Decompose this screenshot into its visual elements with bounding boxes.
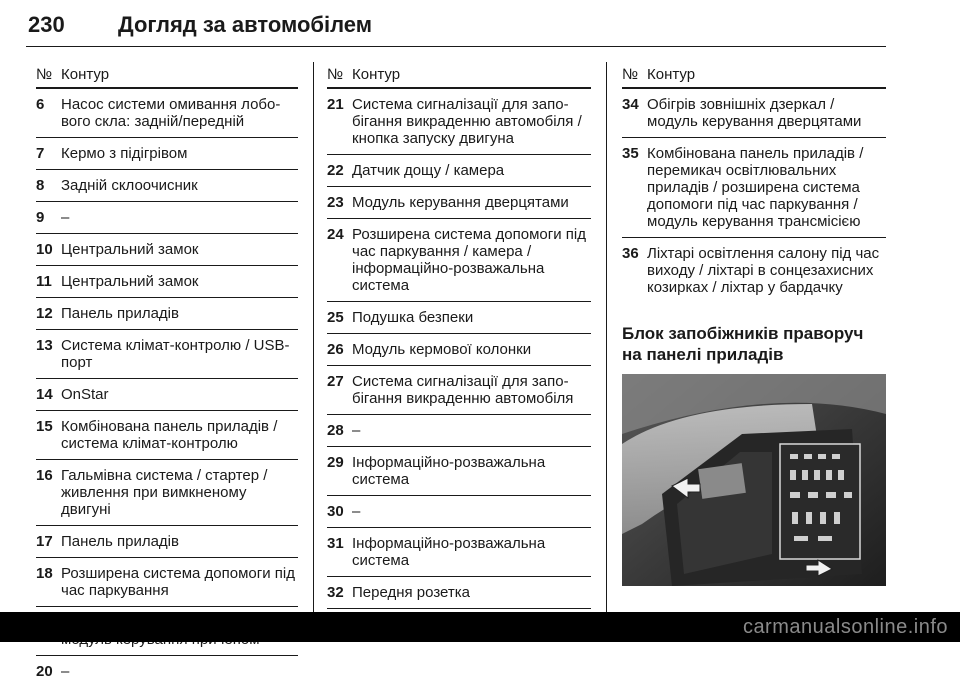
- fuse-number: 35: [622, 145, 639, 162]
- fuse-number: 32: [327, 584, 344, 601]
- table-row: [36, 379, 298, 411]
- circuit-description: Панель приладів: [61, 305, 179, 322]
- fuse-box-illustration: [622, 374, 886, 586]
- circuit-description: OnStar: [61, 386, 109, 403]
- table-row: [36, 526, 298, 558]
- fuse-number: 26: [327, 341, 344, 358]
- column-divider: [606, 62, 607, 612]
- fuse-number: 8: [36, 177, 45, 194]
- table-row: [36, 89, 298, 138]
- table-row: [36, 656, 298, 687]
- circuit-description: Розширена система допомоги під час паркування / камера / інформаційно-розважальна система: [352, 226, 586, 294]
- fuse-number: 6: [36, 96, 45, 113]
- circuit-description: Модуль кермової колонки: [352, 341, 532, 358]
- table-row: [327, 155, 591, 187]
- circuit-description: Система клімат-контролю / USB-порт: [61, 337, 290, 371]
- fuse-number: 25: [327, 309, 344, 326]
- table-row: [622, 89, 886, 138]
- fuse-number: 17: [36, 533, 53, 550]
- table-row: [36, 460, 298, 526]
- fuse-number: 12: [36, 305, 53, 322]
- table-row: [327, 577, 591, 609]
- circuit-description: Комбінована панель приладів / перемикач освітлювальних приладів / розширена система допомоги під час паркування / модуль керування трансмісією: [647, 145, 864, 230]
- fuse-table-column-3: [622, 62, 886, 303]
- fuse-number: 30: [327, 503, 344, 520]
- fuse-table-column-2: [327, 62, 591, 640]
- table-row: [327, 302, 591, 334]
- page-number: 230: [28, 12, 65, 37]
- watermark-text: carmanualsonline.info: [742, 616, 948, 638]
- circuit-description: Панель приладів: [61, 533, 179, 550]
- watermark-bar: [0, 612, 960, 642]
- fuse-number: 15: [36, 418, 53, 435]
- circuit-description: –: [61, 663, 70, 680]
- page-title: Догляд за автомобілем: [118, 12, 373, 37]
- table-header: [36, 62, 298, 89]
- table-header-number: №: [327, 66, 344, 83]
- fuse-number: 36: [622, 245, 639, 262]
- table-row: [36, 298, 298, 330]
- column-divider: [313, 62, 314, 612]
- table-row: [622, 238, 886, 303]
- fuse-number: 29: [327, 454, 344, 471]
- table-row: [622, 138, 886, 238]
- table-row: [36, 234, 298, 266]
- table-row: [327, 187, 591, 219]
- table-header: [327, 62, 591, 89]
- table-row: [36, 202, 298, 234]
- fuse-number: 22: [327, 162, 344, 179]
- fuse-number: 16: [36, 467, 53, 484]
- table-row: [36, 330, 298, 379]
- table-row: [36, 170, 298, 202]
- circuit-description: Інформаційно-розважальна система: [352, 535, 546, 569]
- circuit-description: –: [352, 503, 361, 520]
- fuse-number: 31: [327, 535, 344, 552]
- fuse-number: 21: [327, 96, 344, 113]
- table-row: [36, 138, 298, 170]
- circuit-description: Ліхтарі освітлення салону під час виходу / ліхтарі в сонцезахисних козирках / ліхтар у бардачку: [647, 245, 880, 296]
- circuit-description: Центральний замок: [61, 273, 199, 290]
- fuse-number: 24: [327, 226, 344, 243]
- table-header-circuit: Контур: [647, 66, 696, 83]
- circuit-description: Гальмівна система / стартер / живлення при вимкненому двигуні: [61, 467, 268, 518]
- circuit-description: Подушка безпеки: [352, 309, 474, 326]
- circuit-description: Насос системи омивання лобового скла: задній/передній: [61, 96, 281, 130]
- fuse-number: 27: [327, 373, 344, 390]
- table-rows: [622, 89, 886, 303]
- table-row: [36, 266, 298, 298]
- circuit-description: –: [61, 209, 70, 226]
- fuse-table-column-1: [36, 62, 298, 687]
- circuit-description: Комбінована панель приладів / система клімат-контролю: [61, 418, 278, 452]
- fuse-number: 28: [327, 422, 344, 439]
- table-rows: [36, 89, 298, 687]
- circuit-description: Задній склоочисник: [61, 177, 198, 194]
- table-row: [327, 89, 591, 155]
- circuit-description: Кермо з підігрівом: [61, 145, 188, 162]
- circuit-description: Обігрів зовнішніх дзеркал / модуль керування дверцятами: [647, 96, 862, 130]
- table-header-circuit: Контур: [352, 66, 401, 83]
- circuit-description: Інформаційно-розважальна система: [352, 454, 546, 488]
- fuse-number: 18: [36, 565, 53, 582]
- fuse-number: 13: [36, 337, 53, 354]
- table-row: [327, 415, 591, 447]
- table-row: [327, 219, 591, 302]
- table-row: [327, 496, 591, 528]
- table-row: [327, 528, 591, 577]
- table-header-number: №: [36, 66, 53, 83]
- circuit-description: Система сигналізації для запобігання викраденню автомобіля / кнопка запуску двигуна: [352, 96, 582, 147]
- table-row: [36, 558, 298, 607]
- page-header: [26, 6, 886, 47]
- section-title: Блок запобіжників праворуч на панелі приладів: [622, 324, 864, 364]
- table-header: [622, 62, 886, 89]
- circuit-description: Датчик дощу / камера: [352, 162, 505, 179]
- table-row: [327, 447, 591, 496]
- fuse-box-photo: [622, 374, 886, 586]
- table-header-circuit: Контур: [61, 66, 110, 83]
- circuit-description: Модуль керування дверцятами: [352, 194, 569, 211]
- circuit-description: Розширена система допомоги під час паркування: [61, 565, 295, 599]
- circuit-description: –: [352, 422, 361, 439]
- table-row: [36, 411, 298, 460]
- fuse-number: 20: [36, 663, 53, 680]
- table-row: [327, 366, 591, 415]
- table-row: [327, 334, 591, 366]
- fuse-number: 7: [36, 145, 45, 162]
- fuse-number: 34: [622, 96, 639, 113]
- circuit-description: Центральний замок: [61, 241, 199, 258]
- fuse-number: 23: [327, 194, 344, 211]
- fuse-number: 10: [36, 241, 53, 258]
- circuit-description: Система сигналізації для запобігання викраденню автомобіля: [352, 373, 574, 407]
- table-rows: [327, 89, 591, 640]
- fuse-number: 9: [36, 209, 45, 226]
- table-header-number: №: [622, 66, 639, 83]
- circuit-description: Передня розетка: [352, 584, 470, 601]
- fuse-number: 11: [36, 273, 52, 290]
- fuse-number: 14: [36, 386, 53, 403]
